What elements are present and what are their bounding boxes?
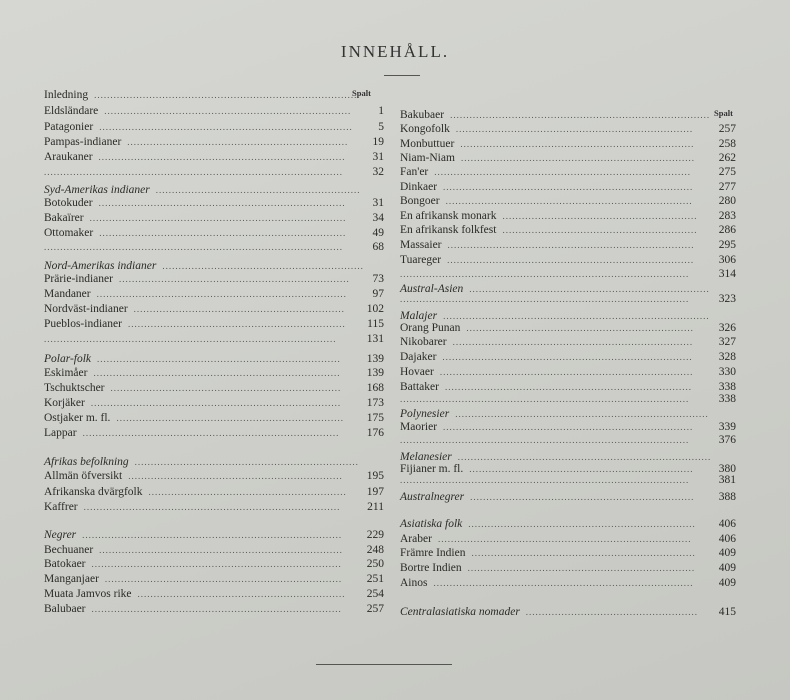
toc-entry-label: Manganjaer [44, 573, 99, 585]
toc-entry-label: Kaffrer [44, 501, 78, 513]
toc-entry [400, 321, 736, 335]
toc-entry-label: Botokuder [44, 197, 93, 209]
toc-entry-label: Tschuktscher [44, 382, 105, 394]
toc-entry [400, 238, 736, 252]
toc-entry-page: 306 [718, 254, 736, 266]
toc-entry-label: Balubaer [44, 603, 86, 615]
dot-leader: ................................................................................ [82, 530, 343, 540]
dot-leader: ............................................................ [502, 211, 698, 221]
toc-entry [400, 350, 736, 364]
toc-entry [44, 572, 384, 586]
toc-entry-page: 248 [366, 544, 384, 556]
toc-entry-page: 338 [718, 381, 736, 393]
toc-entry [400, 407, 736, 421]
dot-leader: ...................................................................... [468, 519, 696, 529]
dot-leader: ............................................................................ [447, 240, 695, 250]
dot-leader: .................................................................. [128, 471, 343, 481]
dot-leader: ................................................................ [137, 589, 346, 599]
toc-entry-label: En afrikansk folkfest [400, 224, 497, 236]
toc-entry-page: 168 [366, 382, 384, 394]
toc-entry-label: Främre Indien [400, 547, 466, 559]
toc-entry-page: 139 [366, 353, 384, 365]
toc-entry [400, 561, 736, 575]
toc-entry-label: Kongofolk [400, 123, 450, 135]
toc-entry [400, 365, 736, 379]
toc-entry [400, 392, 736, 406]
dot-leader: ................................................................................ [450, 110, 711, 120]
toc-entry-page: 1 [378, 105, 384, 117]
toc-entry [400, 546, 736, 560]
dot-leader: ............................................................................ [445, 196, 693, 206]
dot-leader: ................................................................................ [433, 578, 694, 588]
toc-entry-page: 286 [718, 224, 736, 236]
toc-entry [400, 108, 736, 122]
toc-entry-page: 195 [366, 470, 384, 482]
toc-entry [400, 194, 736, 208]
dot-leader: ............................................................................ [98, 198, 346, 208]
toc-entry [44, 272, 384, 286]
toc-entry [44, 602, 384, 616]
toc-entry-page: 277 [718, 181, 736, 193]
toc-entry-page: 73 [372, 273, 384, 285]
toc-entry-page: 283 [718, 210, 736, 222]
dot-leader: ............................................................................ [444, 382, 692, 392]
toc-entry-page: 262 [718, 152, 736, 164]
toc-entry-page: 328 [718, 351, 736, 363]
dot-leader: ......................................................................................... [400, 394, 690, 404]
toc-entry [44, 302, 384, 316]
toc-entry [44, 104, 384, 118]
toc-entry-page: 68 [372, 241, 384, 253]
dot-leader: ........................................................................... [99, 545, 343, 555]
toc-entry-label: Polynesier [400, 408, 450, 420]
toc-entry-page: 339 [718, 421, 736, 433]
dot-leader: ............................................................................. [91, 559, 342, 569]
toc-entry-page: 102 [366, 303, 384, 315]
dot-leader: ............................................................................................ [44, 167, 343, 177]
toc-entry [44, 196, 384, 210]
toc-entry-page: 173 [366, 397, 384, 409]
dot-leader: ............................................................................... [434, 167, 692, 177]
toc-entry-page: 338 [718, 393, 736, 405]
toc-entry [400, 137, 736, 151]
toc-entry-page: 415 [718, 606, 736, 618]
toc-entry-page: 34 [372, 212, 384, 224]
toc-entry-label: Lappar [44, 427, 77, 439]
toc-entry-label: Eskimåer [44, 367, 88, 379]
dot-leader: ..................................................................... [471, 548, 696, 558]
dot-leader: .............................................................................. [437, 534, 692, 544]
dot-leader: ................................................................. [133, 304, 345, 314]
dot-leader: ...................................................................... [466, 323, 694, 333]
toc-entry-label: Ostjaker m. fl. [44, 412, 111, 424]
toc-entry-page: 32 [372, 166, 384, 178]
dot-leader: ........................................................................ [460, 153, 695, 163]
toc-entry [400, 267, 736, 281]
toc-entry-page: 31 [372, 197, 384, 209]
dot-leader: ............................................................................. [443, 422, 694, 432]
dot-leader: ......................................................................................... [400, 435, 690, 445]
toc-entry-page: 330 [718, 366, 736, 378]
toc-entry [400, 292, 736, 306]
toc-entry [400, 490, 736, 504]
toc-entry [44, 259, 384, 273]
dot-leader: ............................................................................ [98, 152, 346, 162]
toc-entry-page: 176 [366, 427, 384, 439]
toc-entry-label: Pueblos-indianer [44, 318, 122, 330]
dot-leader: ............................................................. [148, 487, 347, 497]
toc-entry [44, 211, 384, 225]
dot-leader: ............................................................................... [82, 428, 340, 438]
toc-entry [400, 473, 736, 487]
toc-entry [400, 420, 736, 434]
dot-leader: ......................................................................... [455, 124, 694, 134]
dot-leader: .................................................................... [127, 137, 349, 147]
toc-entry-label: Araukaner [44, 151, 93, 163]
toc-entry [44, 135, 384, 149]
toc-entry [44, 120, 384, 134]
dot-leader: .......................................................................... [469, 284, 710, 294]
dot-leader: .............................................................................. [99, 122, 353, 132]
toc-entry-label: Asiatiska folk [400, 518, 463, 530]
toc-entry [44, 317, 384, 331]
dot-leader: .............................................................. [162, 261, 364, 271]
toc-entry-label: Austral-Asien [400, 283, 464, 295]
toc-entry-label: Pampas-indianer [44, 136, 122, 148]
toc-entry-label: Korjäker [44, 397, 85, 409]
dot-leader: ..................................................................... [469, 464, 694, 474]
toc-entry-page: 406 [718, 518, 736, 530]
toc-entry [44, 165, 384, 179]
toc-entry-page: 31 [372, 151, 384, 163]
dot-leader: .......................................................................................... [44, 334, 337, 344]
toc-entry-page: 250 [366, 558, 384, 570]
toc-entry-label: Monbuttuer [400, 138, 455, 150]
toc-entry-label: Afrikas befolkning [44, 456, 129, 468]
bottom-rule [316, 664, 452, 665]
toc-entry-label: Battaker [400, 381, 439, 393]
dot-leader: ......................................................................................... [400, 269, 690, 279]
toc-entry-label: Inledning [44, 89, 89, 101]
toc-entry-label: Orang Punan [400, 322, 461, 334]
toc-entry-page: 229 [366, 529, 384, 541]
toc-entry [44, 557, 384, 571]
toc-entry-page: 409 [718, 547, 736, 559]
dot-leader: ........................................................................ [460, 139, 695, 149]
toc-entry-page: 254 [366, 588, 384, 600]
toc-entry-page: 406 [718, 533, 736, 545]
toc-entry-label: Negrer [44, 529, 77, 541]
dot-leader: ......................................................................... [104, 574, 343, 584]
dot-leader: ..................................................................... [134, 457, 359, 467]
toc-entry-label: Araber [400, 533, 432, 545]
toc-entry-page: 139 [366, 367, 384, 379]
toc-entry-label: Centralasiatiska nomader [400, 606, 520, 618]
toc-entry [400, 532, 736, 546]
toc-entry-label: Mandaner [44, 288, 91, 300]
dot-leader: ............................................................... [155, 185, 361, 195]
toc-entry [44, 528, 384, 542]
toc-entry-label: Maorier [400, 421, 438, 433]
toc-entry-page: 97 [372, 288, 384, 300]
toc-entry [44, 240, 384, 254]
toc-entry-page: 257 [366, 603, 384, 615]
toc-entry-label: Fijianer m. fl. [400, 463, 464, 475]
toc-entry [44, 587, 384, 601]
toc-entry-label: Melanesier [400, 451, 452, 463]
page-title: INNEHÅLL. [340, 42, 450, 61]
toc-entry-page: 327 [718, 336, 736, 348]
toc-entry-label: Nord-Amerikas indianer [44, 260, 157, 272]
dot-leader: .................................................................................. [443, 311, 710, 321]
toc-entry-page: 175 [366, 412, 384, 424]
toc-entry-label: Dajaker [400, 351, 437, 363]
toc-entry [44, 469, 384, 483]
toc-entry [44, 543, 384, 557]
toc-entry [44, 332, 384, 346]
dot-leader: ............................................................................... [89, 213, 347, 223]
toc-entry-label: Polar-folk [44, 353, 92, 365]
toc-entry-page: 376 [718, 434, 736, 446]
dot-leader: ...................................................................... [467, 563, 696, 573]
toc-entry [44, 366, 384, 380]
toc-entry [44, 88, 384, 102]
toc-entry-page: 49 [372, 227, 384, 239]
dot-leader: ............................................................................. [90, 398, 342, 408]
toc-entry-page: 326 [718, 322, 736, 334]
toc-entry [44, 226, 384, 240]
toc-entry [400, 223, 736, 237]
toc-entry-page: 380 [718, 463, 736, 475]
toc-entry-page: 5 [378, 121, 384, 133]
toc-entry-label: Syd-Amerikas indianer [44, 184, 150, 196]
toc-entry [44, 396, 384, 410]
dot-leader: ............................................................................ [447, 255, 695, 265]
dot-leader: ............................................................................ [99, 228, 347, 238]
toc-entry-label: En afrikansk monark [400, 210, 497, 222]
dot-leader: ..................................................................... [470, 492, 695, 502]
title-rule [384, 75, 420, 76]
dot-leader: ........................................................................... [97, 354, 341, 364]
column-label-right: Spalt [714, 108, 733, 118]
toc-entry-label: Muata Jamvos rike [44, 588, 132, 600]
dot-leader: ................................................................... [127, 319, 346, 329]
dot-leader: ......................................................................................... [400, 294, 690, 304]
toc-entry-page: 323 [718, 293, 736, 305]
dot-leader: ............................................................................ [104, 106, 352, 116]
dot-leader: ............................................................................... [83, 502, 341, 512]
toc-entry-label: Hovaer [400, 366, 434, 378]
dot-leader: ............................................................................................ [44, 242, 343, 252]
toc-entry-page: 258 [718, 138, 736, 150]
dot-leader: .............................................................................. [439, 367, 694, 377]
toc-entry-label: Niam-Niam [400, 152, 455, 164]
toc-entry [44, 183, 384, 197]
dot-leader: ......................................................................................... [400, 475, 690, 485]
toc-entry [400, 605, 736, 619]
dot-leader: ................................................................................. [94, 90, 358, 100]
toc-entry-label: Bortre Indien [400, 562, 462, 574]
toc-entry-label: Bakubaer [400, 109, 445, 121]
toc-entry-label: Allmän öfversikt [44, 470, 123, 482]
toc-entry-label: Bakaïrer [44, 212, 84, 224]
toc-entry-label: Tuareger [400, 254, 442, 266]
toc-entry [44, 411, 384, 425]
dot-leader: ............................................................................ [93, 368, 341, 378]
toc-entry-page: 295 [718, 239, 736, 251]
dot-leader: ............................................................................. [442, 352, 693, 362]
dot-leader: .............................................................................. [457, 452, 712, 462]
column-label-left: Spalt [352, 88, 371, 98]
toc-entry-label: Eldsländare [44, 105, 99, 117]
dot-leader: ....................................................................... [110, 383, 342, 393]
toc-entry-label: Bongoer [400, 195, 440, 207]
dot-leader: ...................................................................... [116, 413, 344, 423]
toc-entry-label: Bechuaner [44, 544, 94, 556]
toc-entry [400, 576, 736, 590]
toc-entry [400, 335, 736, 349]
toc-entry-label: Batokaer [44, 558, 86, 570]
toc-entry-page: 19 [372, 136, 384, 148]
toc-entry-page: 131 [366, 333, 384, 345]
dot-leader: ....................................................................... [118, 274, 350, 284]
toc-entry [400, 180, 736, 194]
toc-entry-page: 381 [718, 474, 736, 486]
toc-entry-label: Australnegrer [400, 491, 465, 503]
toc-entry-page: 115 [367, 318, 384, 330]
toc-entry-label: Dinkaer [400, 181, 438, 193]
toc-entry [44, 500, 384, 514]
toc-entry [44, 381, 384, 395]
dot-leader: ............................................................................. [96, 289, 347, 299]
toc-entry-page: 275 [718, 166, 736, 178]
toc-entry-page: 409 [718, 577, 736, 589]
dot-leader: ............................................................................. [443, 182, 694, 192]
toc-entry-page: 257 [718, 123, 736, 135]
toc-entry-label: Nordväst-indianer [44, 303, 128, 315]
toc-entry-label: Fan'er [400, 166, 429, 178]
toc-entry [44, 426, 384, 440]
toc-entry [400, 253, 736, 267]
dot-leader: ............................................................................. [91, 604, 342, 614]
toc-entry-label: Massaier [400, 239, 442, 251]
toc-entry-label: Nikobarer [400, 336, 447, 348]
dot-leader: ..................................................... [525, 607, 699, 617]
toc-entry [400, 517, 736, 531]
toc-entry-page: 251 [366, 573, 384, 585]
toc-entry [44, 150, 384, 164]
toc-entry-page: 211 [367, 501, 384, 513]
toc-entry-page: 280 [718, 195, 736, 207]
toc-entry-page: 314 [718, 268, 736, 280]
toc-entry [400, 209, 736, 223]
toc-entry-label: Prärie-indianer [44, 273, 113, 285]
toc-entry-label: Ottomaker [44, 227, 94, 239]
toc-entry [400, 433, 736, 447]
dot-leader: ............................................................ [502, 225, 698, 235]
toc-entry-page: 409 [718, 562, 736, 574]
toc-entry [400, 151, 736, 165]
dot-leader: .......................................................................... [452, 337, 694, 347]
toc-entry [400, 122, 736, 136]
toc-entry [44, 287, 384, 301]
toc-entry-label: Malajer [400, 310, 438, 322]
toc-entry [44, 352, 384, 366]
toc-entry-label: Ainos [400, 577, 428, 589]
toc-entry [44, 485, 384, 499]
toc-entry-label: Afrikanska dvärgfolk [44, 486, 143, 498]
dot-leader: .............................................................................. [455, 409, 709, 419]
toc-entry-page: 388 [718, 491, 736, 503]
toc-entry-page: 197 [366, 486, 384, 498]
toc-entry [44, 455, 384, 469]
toc-entry-label: Patagonier [44, 121, 94, 133]
toc-entry [400, 165, 736, 179]
